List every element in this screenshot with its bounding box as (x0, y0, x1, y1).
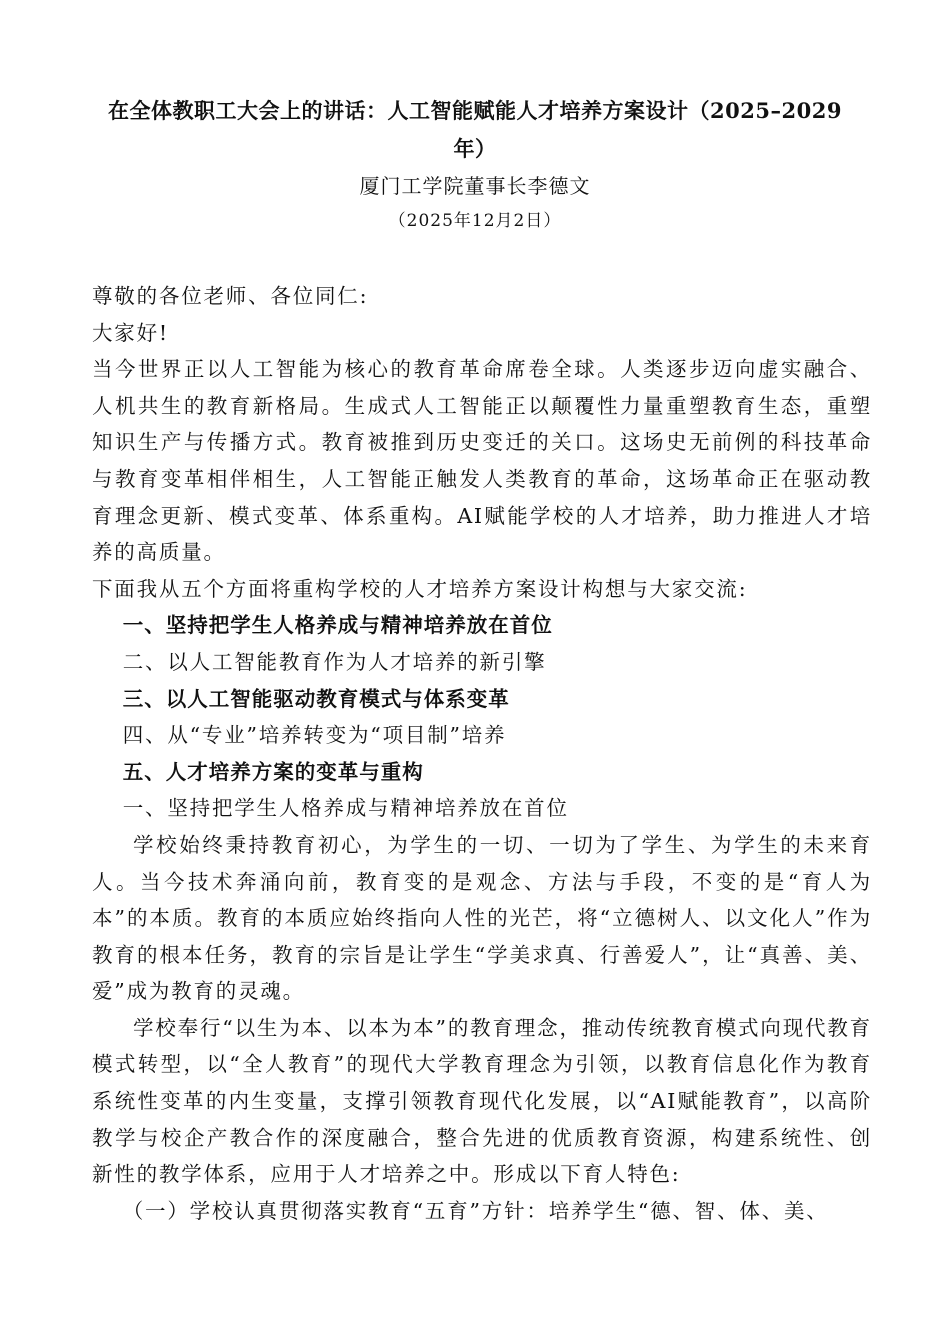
salutation: 尊敬的各位老师、各位同仁: (92, 284, 369, 308)
greeting: 大家好! (92, 320, 169, 345)
outline-item-2: 二、以人工智能教育作为人才培养的新引擎 (122, 649, 547, 674)
outline-item-1: 一、坚持把学生人格养成与精神培养放在首位 (122, 613, 553, 638)
body-paragraph-2: 学校奉行“以生为本、以本为本”的教育理念，推动传统教育模式向现代教育模式转型，以“全人教育”的现代大学教育理念为引领，以教育信息化作为教育系统性变革的内生变量，支撑引领教育现代化发展，以“AI赋能教育”，以高阶教学与校企产教合作的深度融合，整合先进的优质教育资源，构建系统性、创新性的教学体系，应用于人才培养之中。形成以下育人特色: (92, 1015, 872, 1187)
document-author: 厦门工学院董事长李德文 (359, 174, 591, 198)
body-paragraph-1: 学校始终秉持教育初心，为学生的一切、一切为了学生、为学生的未来育人。当今技术奔涌向前，教育变的是观念、方法与手段，不变的是“育人为本”的本质。教育的本质应始终指向人性的光芒，将“立德树人、以文化人”作为教育的根本任务，教育的宗旨是让学生“学美求真、行善爱人”，让“真善、美、爱”成为教育的灵魂。 (92, 832, 872, 1004)
lead-in-paragraph: 下面我从五个方面将重构学校的人才培养方案设计构想与大家交流: (92, 576, 748, 601)
outline-item-4: 四、从“专业”培养转变为“项目制”培养 (122, 723, 507, 748)
section-1-heading: 一、坚持把学生人格养成与精神培养放在首位 (122, 796, 569, 821)
intro-paragraph: 当今世界正以人工智能为核心的教育革命席卷全球。人类逐步迈向虚实融合、人机共生的教育新格局。生成式人工智能正以颠覆性力量重塑教育生态，重塑知识生产与传播方式。教育被推到历史变迁的关口。这场史无前例的科技革命与教育变革相伴相生，人工智能正触发人类教育的革命，这场革命正在驱动教育理念更新、模式变革、体系重构。AI赋能学校的人才培养，助力推进人才培养的高质量。 (92, 357, 872, 565)
document-date: （2025年12月2日） (388, 211, 562, 231)
outline-item-3: 三、以人工智能驱动教育模式与体系变革 (122, 686, 510, 711)
document-title: 在全体教职工大会上的讲话：人工智能赋能人才培养方案设计（2025–2029年） (108, 98, 842, 161)
body-paragraph-3: （一）学校认真贯彻落实教育“五育”方针：培养学生“德、智、体、美、 (122, 1198, 829, 1223)
document-body (92, 278, 872, 1229)
outline-item-5: 五、人才培养方案的变革与重构 (122, 759, 424, 784)
